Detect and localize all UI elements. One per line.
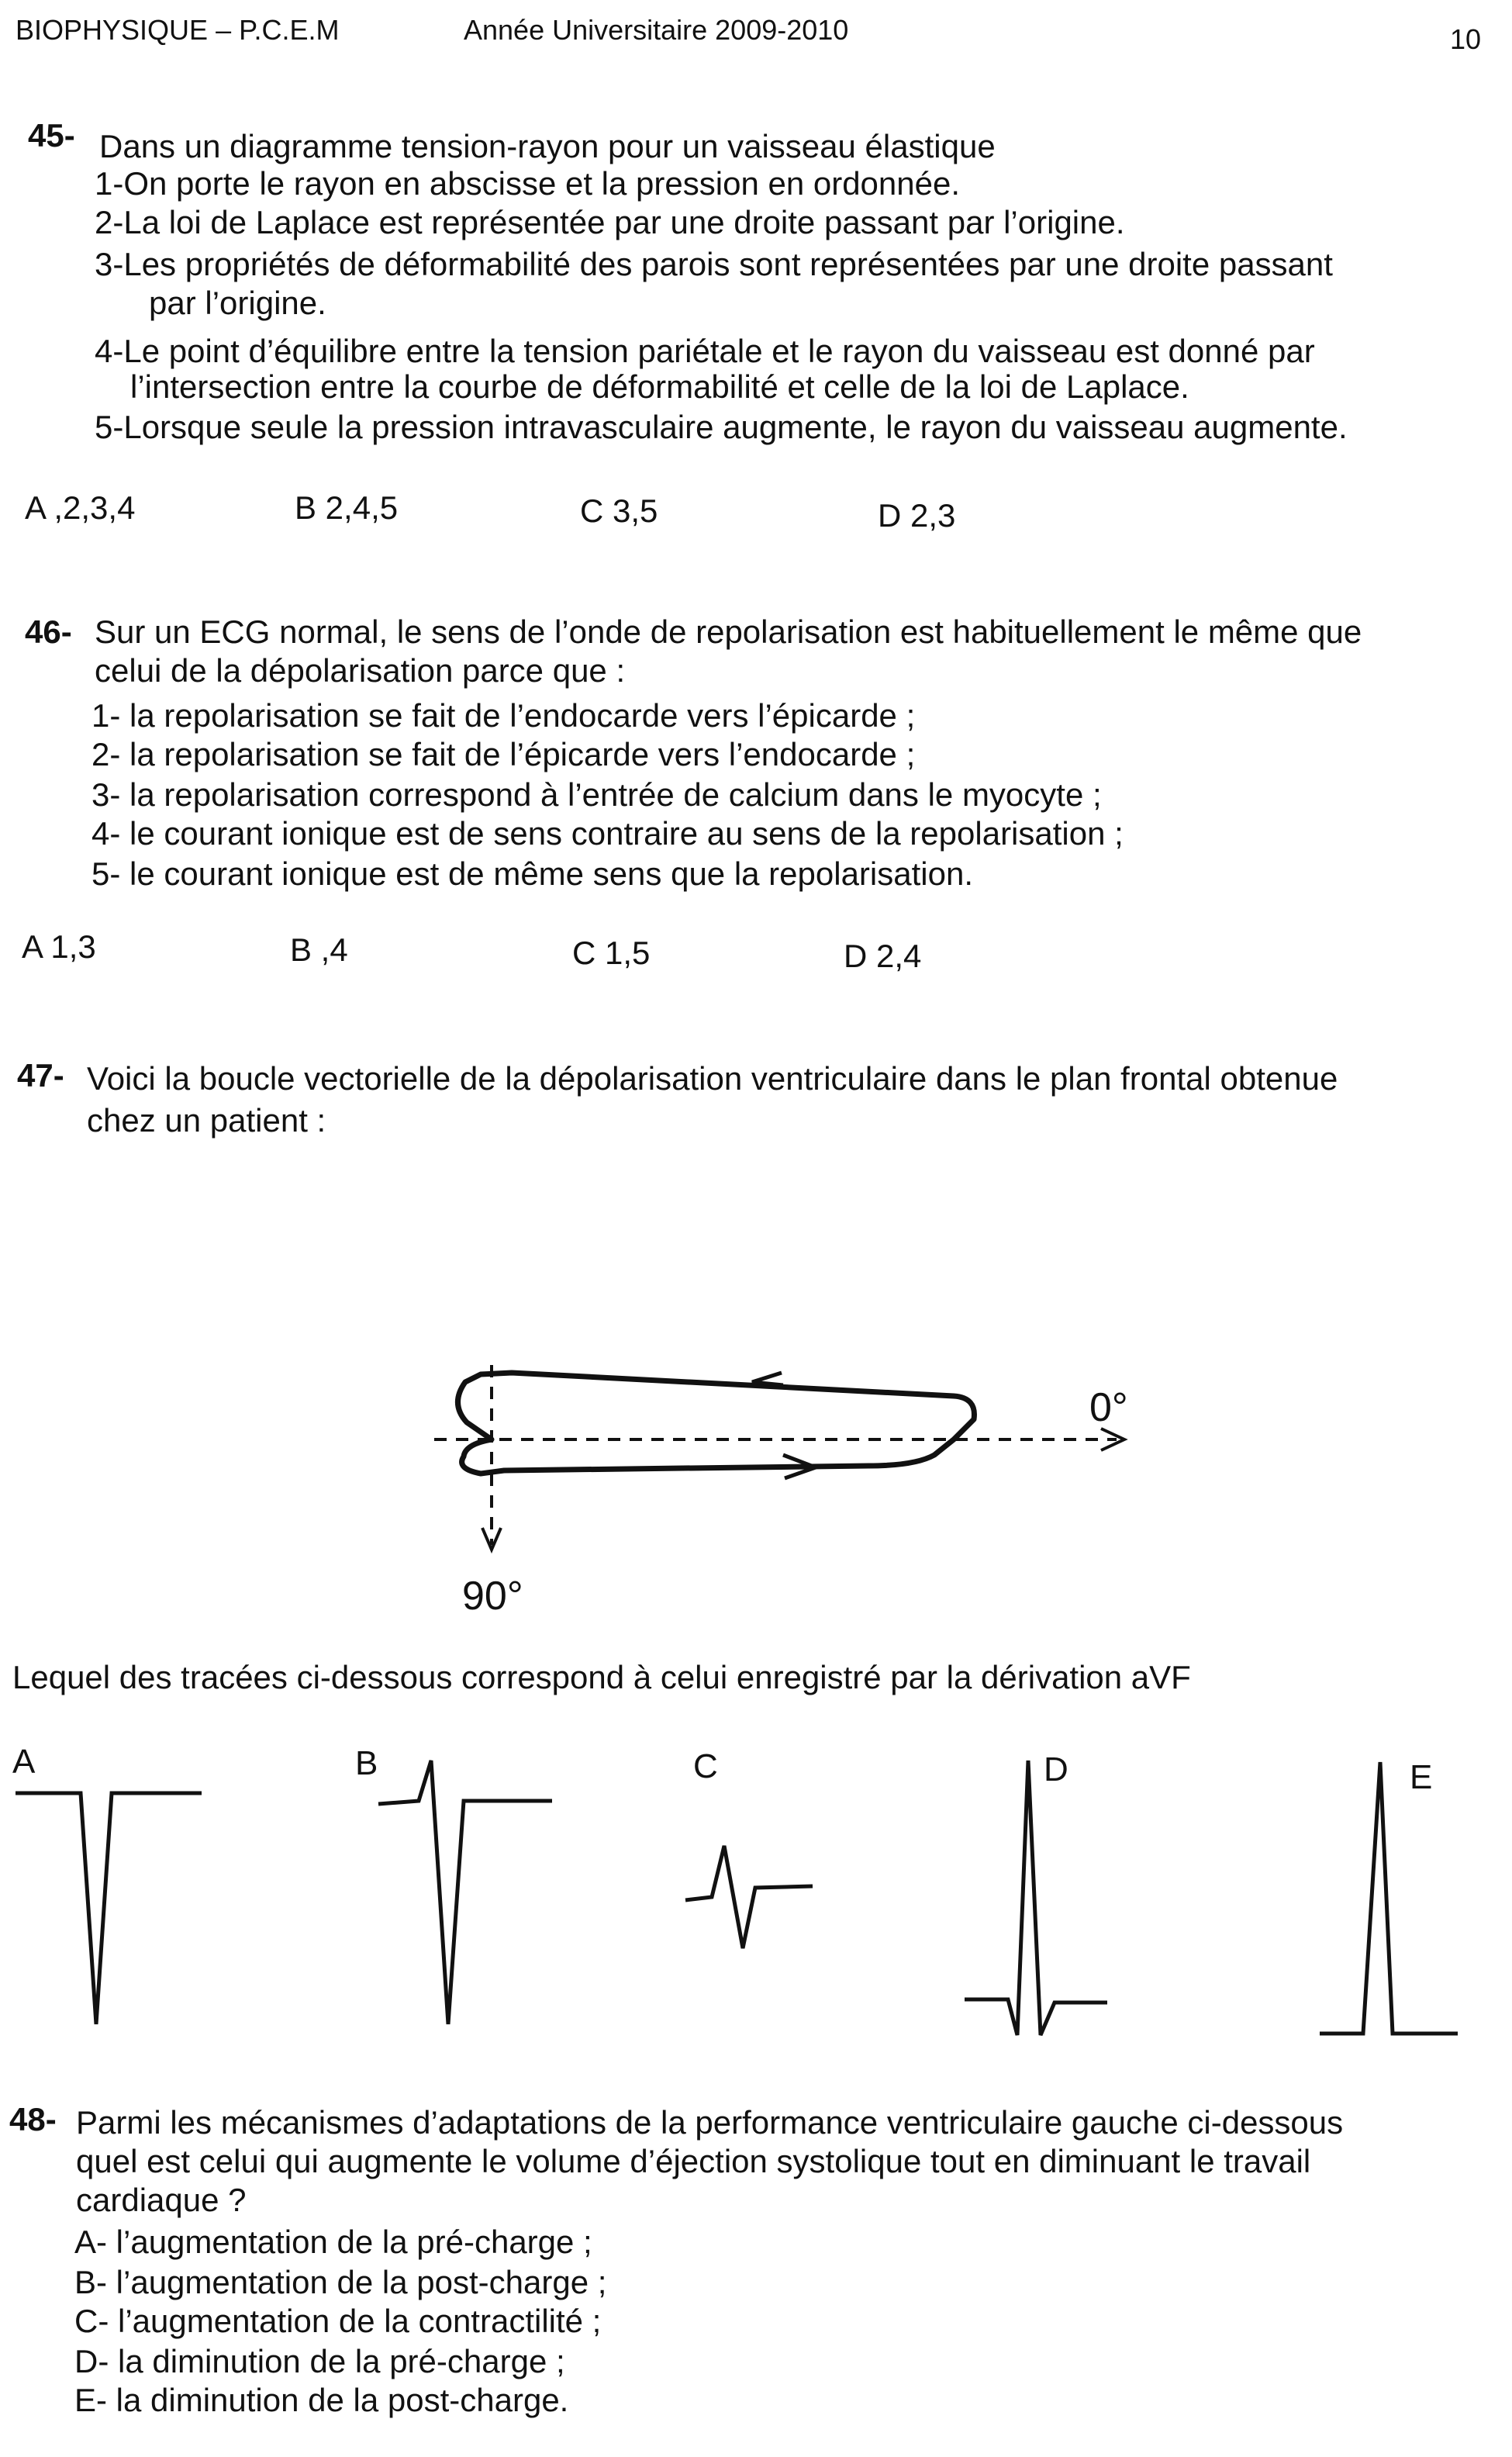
trace-label-b: B [355, 1744, 378, 1782]
label-90-degree: 90° [462, 1574, 523, 1619]
statement-item: 1-On porte le rayon en abscisse et la pression en ordonnée. [95, 165, 961, 202]
option-item: A- l’augmentation de la pré-charge ; [74, 2224, 592, 2260]
option-item: D- la diminution de la pré-charge ; [74, 2343, 565, 2379]
answer-choice: D 2,3 [878, 497, 956, 534]
trace-question: Lequel des tracées ci-dessous correspond à celui enregistré par la dérivation aVF [12, 1659, 1191, 1695]
question-number: 47- [17, 1057, 64, 1094]
question-number: 46- [25, 613, 72, 650]
depolarization-loop [457, 1373, 974, 1474]
trace-d [965, 1761, 1107, 2035]
page-number: 10 [1450, 23, 1482, 55]
answer-choice: A 1,3 [22, 928, 96, 965]
answer-choice: A ,2,3,4 [25, 489, 136, 526]
statement-item: par l’origine. [149, 285, 326, 321]
statement-item: 2- la repolarisation se fait de l’épicarde vers l’endocarde ; [91, 736, 916, 772]
loop-arrow-upper [752, 1373, 783, 1385]
statement-item: 3- la repolarisation correspond à l’entrée de calcium dans le myocyte ; [91, 776, 1102, 813]
answer-choice: D 2,4 [844, 938, 922, 974]
trace-label-a: A [12, 1743, 36, 1781]
answer-choice: B 2,4,5 [295, 489, 399, 526]
question-stem: chez un patient : [87, 1102, 326, 1139]
question-stem: cardiaque ? [76, 2182, 247, 2218]
question-stem: Voici la boucle vectorielle de la dépolarisation ventriculaire dans le plan frontal obtenue [87, 1060, 1338, 1097]
header-year: Année Universitaire 2009-2010 [464, 14, 849, 46]
statement-item: 5-Lorsque seule la pression intravasculaire augmente, le rayon du vaisseau augmente. [95, 409, 1348, 445]
option-item: C- l’augmentation de la contractilité ; [74, 2303, 602, 2339]
question-stem: Dans un diagramme tension-rayon pour un vaisseau élastique [99, 128, 996, 164]
option-item: E- la diminution de la post-charge. [74, 2382, 569, 2418]
label-0-degree: 0° [1089, 1385, 1128, 1430]
statement-item: 1- la repolarisation se fait de l’endocarde vers l’épicarde ; [91, 697, 916, 734]
question-stem: quel est celui qui augmente le volume d’éjection systolique tout en diminuant le travail [76, 2143, 1311, 2179]
trace-a [16, 1793, 202, 2024]
question-number: 45- [28, 117, 75, 154]
trace-b [378, 1761, 552, 2024]
trace-label-e: E [1410, 1758, 1433, 1796]
question-stem: Sur un ECG normal, le sens de l’onde de repolarisation est habituellement le même que [95, 613, 1362, 650]
statement-item: 4- le courant ionique est de sens contraire au sens de la repolarisation ; [91, 815, 1124, 852]
question-stem: celui de la dépolarisation parce que : [95, 652, 626, 689]
answer-choice: C 3,5 [580, 492, 658, 529]
ecg-traces [0, 1737, 1512, 2063]
statement-item: 2-La loi de Laplace est représentée par une droite passant par l’origine. [95, 204, 1125, 240]
trace-c [685, 1846, 813, 1948]
statement-item: 3-Les propriétés de déformabilité des parois sont représentées par une droite passant [95, 246, 1333, 282]
trace-e [1320, 1762, 1458, 2034]
answer-choice: B ,4 [290, 931, 348, 968]
statement-item: 5- le courant ionique est de même sens que la repolarisation. [91, 855, 973, 892]
answer-choice: C 1,5 [572, 935, 651, 971]
statement-item: l’intersection entre la courbe de déformabilité et celle de la loi de Laplace. [130, 368, 1189, 405]
trace-label-d: D [1044, 1750, 1068, 1788]
statement-item: 4-Le point d’équilibre entre la tension pariétale et le rayon du vaisseau est donné par [95, 333, 1315, 369]
vector-loop-diagram [419, 1342, 1194, 1652]
option-item: B- l’augmentation de la post-charge ; [74, 2264, 607, 2300]
trace-label-c: C [693, 1747, 718, 1785]
header-course: BIOPHYSIQUE – P.C.E.M [16, 14, 340, 46]
question-stem: Parmi les mécanismes d’adaptations de la performance ventriculaire gauche ci-dessous [76, 2104, 1344, 2141]
question-number: 48- [9, 2101, 57, 2137]
